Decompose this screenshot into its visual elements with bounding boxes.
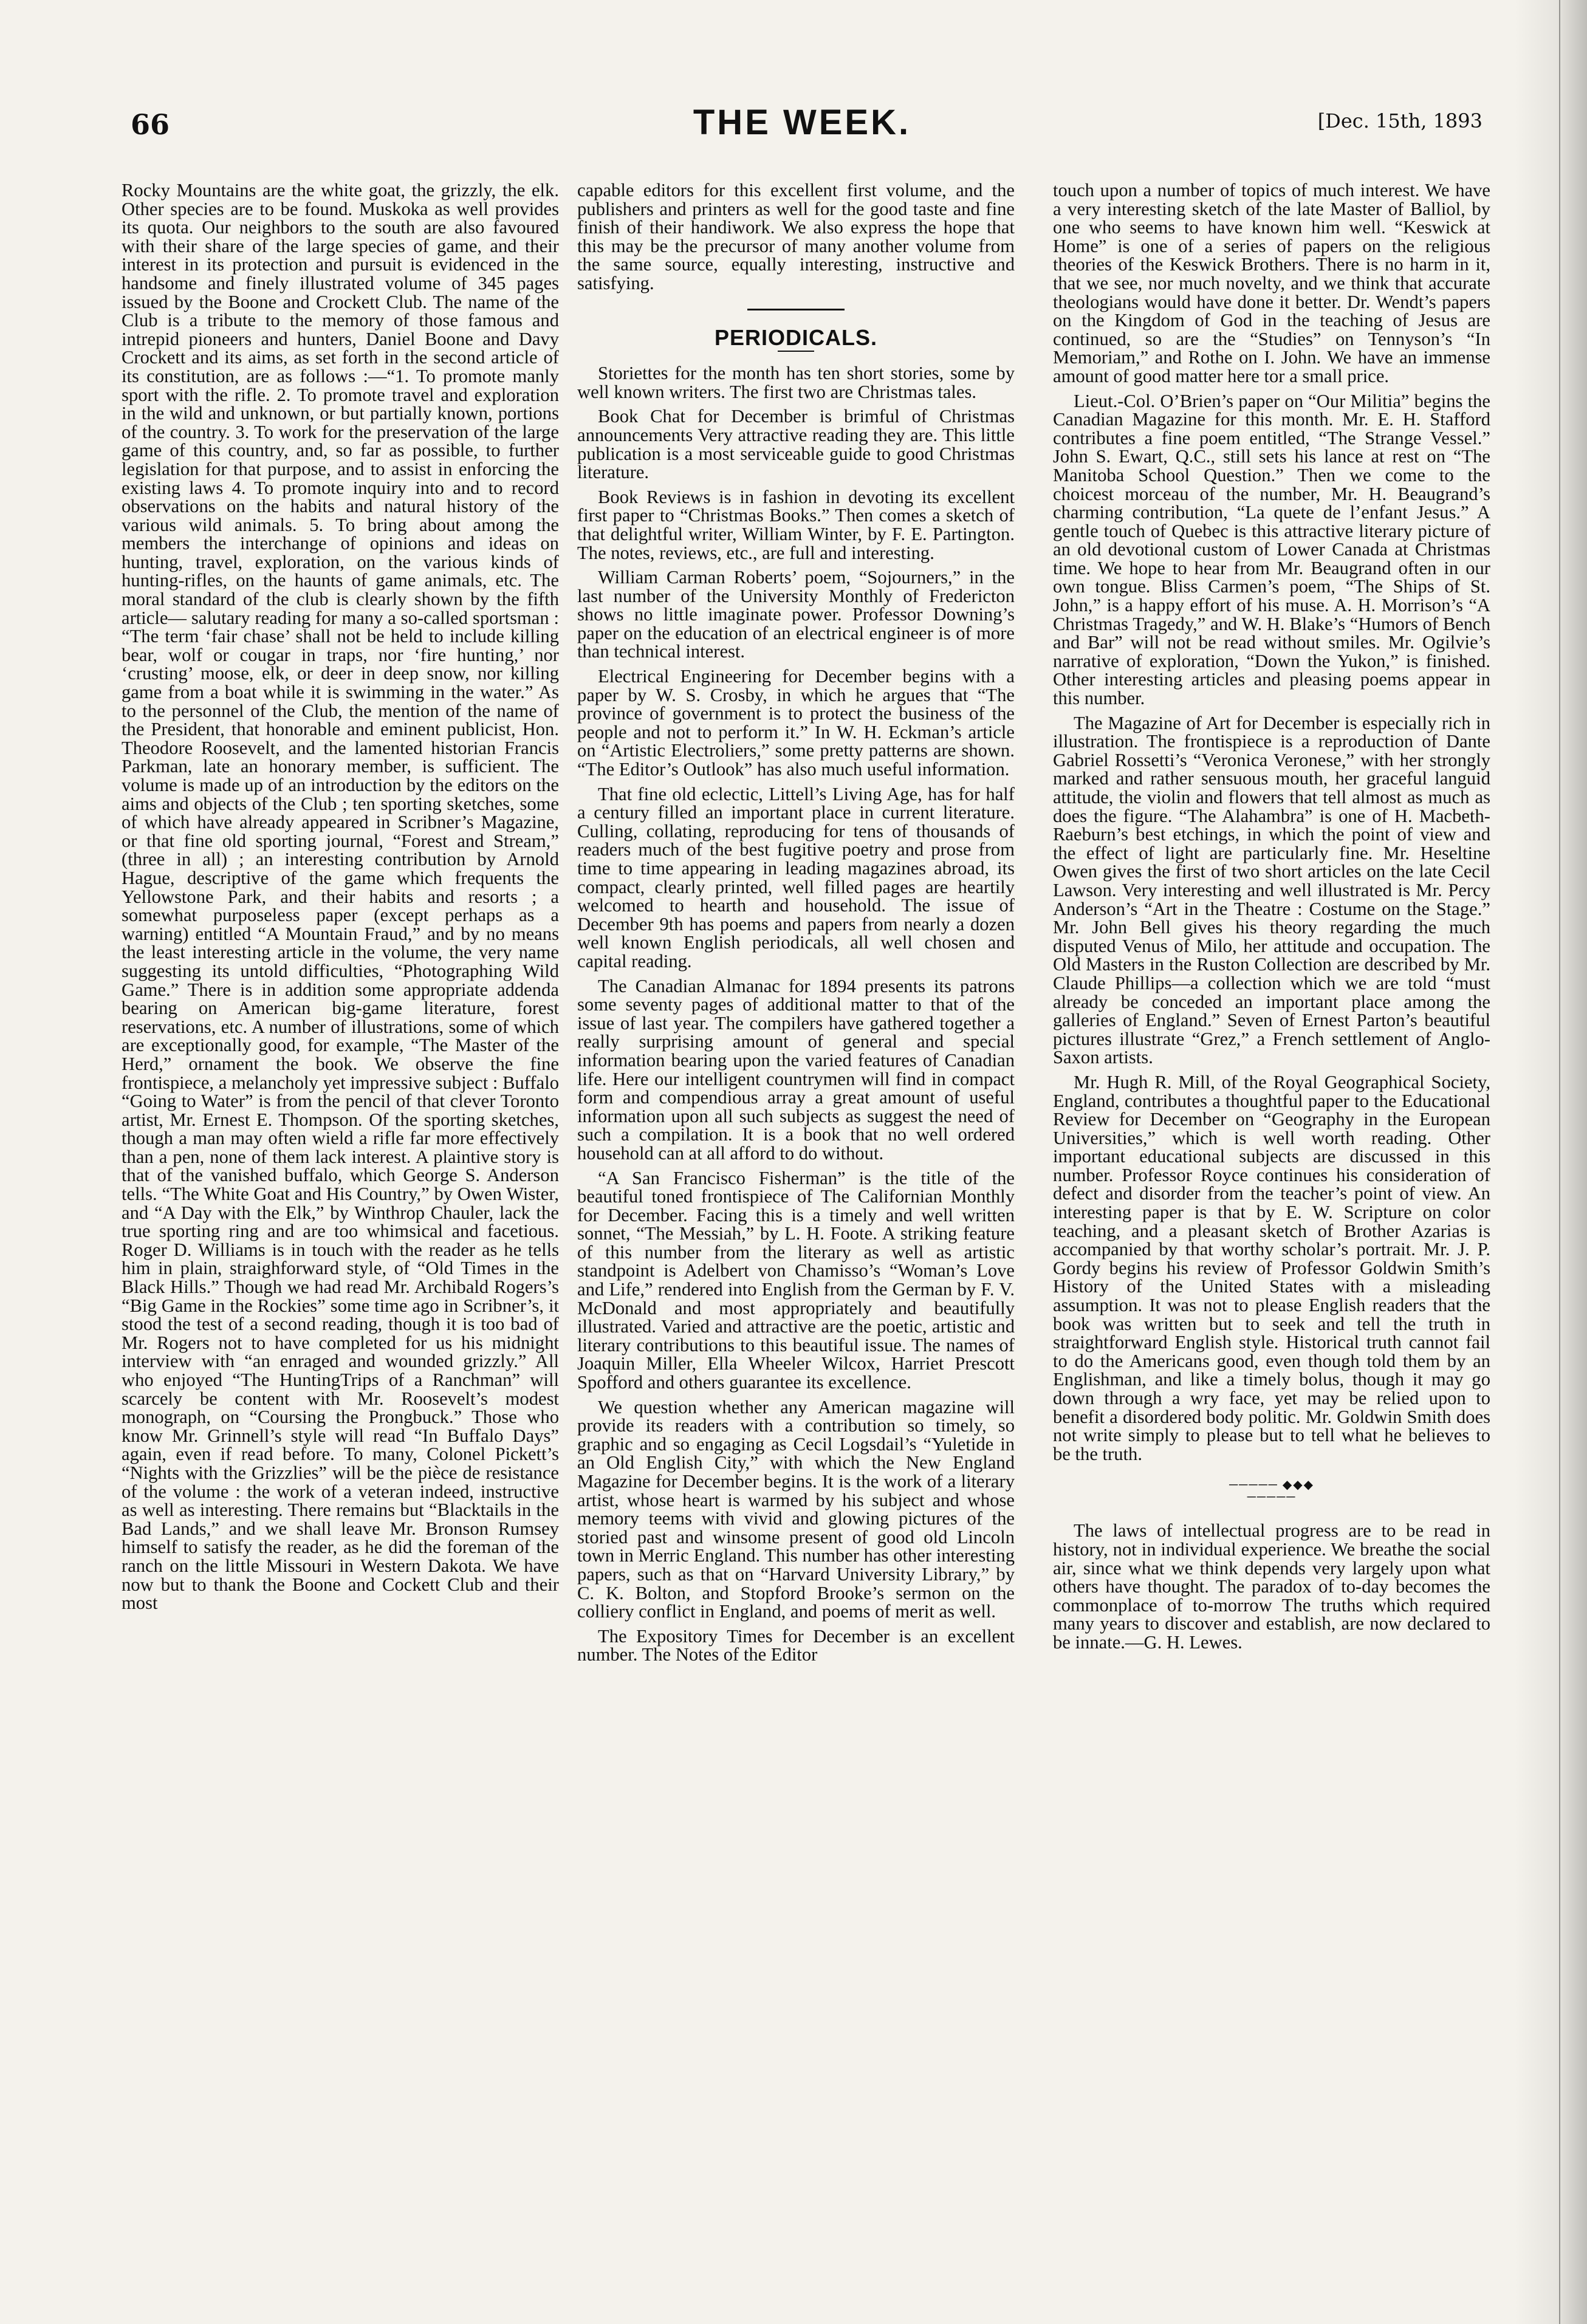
article-paragraph: capable editors for this excellent first volume, and the publishers and printers as well for the good taste and fine finish of their handiwork. We also express the hope that this may be the precursor of many another volume from the same source, equally interesting, instructive and satisfying. xyxy=(577,181,1015,293)
issue-date: [Dec. 15th, 1893 xyxy=(1317,109,1482,132)
page-number: 66 xyxy=(131,108,170,141)
review-paragraph: Storiettes for the month has ten short stories, some by well known writers. The first two are Christmas tales. xyxy=(577,363,1015,402)
review-paragraph: touch upon a number of topics of much interest. We have a very interesting sketch of the late Master of Balliol, by one who seems to have known him well. “Keswick at Home” is one of a series of papers on the religious theories of the Keswick Brothers. There is no harm in it, that we see, nor much novelty, and we think that accurate theologians would have done it better. Dr. Wendt’s papers on the Kingdom of God in the teaching of Jesus are continued, so are the “Studies” on Tennyson’s “In Memoriam,” and Rothe on I. John. We have an immense amount of good matter here tor a small price. xyxy=(1053,181,1490,386)
review-paragraph: Lieut.-Col. O’Brien’s paper on “Our Militia” begins the Canadian Magazine for this month. Mr. E. H. Stafford contributes a fine poem entitled, “The Strange Vessel.” John S. Ewart, Q.C., still sets his lance at rest on “The Manitoba School Question.” Then we come to the choicest morceau of the number, Mr. H. Beaugrand’s charming contribution, “La quete de l’enfant Jesus.” A gentle touch of Quebec is this attractive literary picture of an old devotional custom of Lower Canada at Christmas time. We hope to hear from Mr. Beaugrand often in our own tongue. Bliss Carmen’s poem, “The Ships of St. John,” is a happy effort of his muse. A. H. Morrison’s “A Christmas Tragedy,” and W. H. Blake’s “Humors of Bench and Bar” will not be read without smiles. Mr. Ogilvie’s narrative of exploration, “Down the Yukon,” is finished. Other interesting articles and pleasing poems appear in this number. xyxy=(1053,390,1490,709)
page-gutter-shadow xyxy=(1514,0,1587,2324)
review-paragraph: The Magazine of Art for December is especially rich in illustration. The frontispiece is a reproduction of Dante Gabriel Rossetti’s “Veronica Veronese,” with her strongly marked and rather sensuous mouth, her graceful languid attitude, the violin and flowers that tell almost as much as does the figure. “The Alahambra” is one of H. Macbeth-Raeburn’s best etchings, in which the point of view and the effect of light are particularly fine. Mr. Heseltine Owen gives the first of two short articles on the late Cecil Lawson. Very interesting and well illustrated is Mr. Percy Anderson’s “Art in the Theatre : Costume on the Stage.” Mr. John Bell gives his theory regarding the much disputed Venus of Milo, her attitude and occupation. The Old Masters in the Ruston Collection are described by Mr. Claude Phillips—a collection which we are told “must already be conceded an important place among the galleries of England.” Seven of Ernest Parton’s beautiful pictures illustrate “Grez,” a French settlement of Anglo-Saxon artists. xyxy=(1053,712,1490,1068)
review-paragraph: The Canadian Almanac for 1894 presents its patrons some seventy pages of additional matter to that of the issue of last year. The compilers have gathered together a really surprising amount of general and special information bearing upon the varied features of Canadian life. Here our intelligent countrymen will find in compact form and compendious array a great amount of useful information upon all such subjects as suggest the need of such a compilation. It is a book that no well ordered household can at all afford to do without. xyxy=(577,975,1015,1164)
review-paragraph: That fine old eclectic, Littell’s Living Age, has for half a century filled an important place in current literature. Culling, collating, reproducing for tens of thousands of readers much of the best fugitive poetry and prose from time to time appearing in leading magazines abroad, its compact, clearly printed, well filled pages are heartily welcomed to hearth and household. The issue of December 9th has poems and papers from nearly a dozen well known English periodicals, all well chosen and capital reading. xyxy=(577,783,1015,972)
review-paragraph: Mr. Hugh R. Mill, of the Royal Geographical Society, England, contributes a thoughtful paper to the Educational Review for December on “Geography in the European Universities,” which is well worth reading. Other important educational subjects are discussed in this number. Professor Royce continues his consideration of defect and disorder from the teacher’s point of view. An interesting paper is that by E. W. Scripture on color teaching, and a pleasant sketch of Brother Azarias is accompanied by that worthy scholar’s portrait. Mr. J. P. Gordy begins his review of Professor Goldwin Smith’s History of the United States with a misleading assumption. It was not to please English readers that the book was written but to seek and tell the truth in straightforward English style. Historical truth cannot fail to do the Americans good, even though told them by an Englishman, and like a timely bolus, though it may go down through a wry face, yet may be relied upon to benefit a disordered body politic. Mr. Goldwin Smith does not write simply to please but to tell what he believes to be the truth. xyxy=(1053,1071,1490,1464)
section-heading-periodicals: PERIODICALS. xyxy=(714,324,878,350)
review-paragraph: Electrical Engineering for December begins with a paper by W. S. Crosby, in which he argues that “The province of government is to protect the business of the people and not to perform it.” In W. H. Eckman’s article on “Artistic Electroliers,” some pretty patterns are shown. “The Editor’s Outlook” has also much useful information. xyxy=(577,666,1015,780)
review-paragraph: Book Chat for December is brimful of Christmas announcements Very attractive reading they are. This little publication is a most serviceable guide to good Christmas literature. xyxy=(577,406,1015,483)
review-paragraph: Book Reviews is in fashion in devoting its excellent first paper to “Christmas Books.” Then comes a sketch of that delightful writer, William Winter, by F. E. Partington. The notes, reviews, etc., are full and interesting. xyxy=(577,486,1015,563)
review-paragraph: “A San Francisco Fisherman” is the title of the beautiful toned frontispiece of The Californian Monthly for December. Facing this is a timely and well written sonnet, “The Messiah,” by L. H. Foote. A striking feature of this number from the literary as well as artistic standpoint is Adelbert von Chamisso’s “Woman’s Love and Life,” rendered into English from the German by F. V. McDonald and most appropriately and beautifully illustrated. Varied and attractive are the poetic, artistic and literary contributions to this beautiful issue. The names of Joaquin Miller, Ella Wheeler Wilcox, Harriet Prescott Spofford and others guarantee its excellence. xyxy=(577,1167,1015,1393)
review-paragraph: William Carman Roberts’ poem, “Sojourners,” in the last number of the University Monthly of Fredericton shows no little imaginate power. Professor Downing’s paper on the education of an electrical engineer is of more than technical interest. xyxy=(577,567,1015,662)
review-paragraph: The Expository Times for December is an excellent number. The Notes of the Editor xyxy=(577,1625,1015,1665)
column-1 xyxy=(122,181,559,2271)
column-3 xyxy=(1053,181,1490,2271)
page-header xyxy=(122,103,1482,163)
masthead-title: THE WEEK. xyxy=(693,103,911,142)
ornamental-divider: ───── ◆◆◆ ───── xyxy=(1229,1478,1314,1504)
heading-underline xyxy=(778,351,814,352)
section-divider xyxy=(747,309,845,310)
article-paragraph: Rocky Mountains are the white goat, the grizzly, the elk. Other species are to be found. Muskoka as well provides its quota. Our neighbors to the south are also favoured with their share of the large species of game, and their interest in its protection and pursuit is evidenced in the handsome and finely illustrated volume of 345 pages issued by the Boone and Crockett Club. The name of the Club is a tribute to the memory of those famous and intrepid pioneers and hunters, Daniel Boone and Davy Crockett and its aims, as set forth in the second article of its constitution, are as follows :—“1. To promote manly sport with the rifle. 2. To promote travel and exploration in the wild and unknown, or but partially known, portions of the country. 3. To work for the preservation of the large game of this country, and, so far as possible, to further legislation for that purpose, and to assist in enforcing the existing laws 4. To promote inquiry into and to record observations on the habits and natural history of the various wild animals. 5. To bring about among the members the interchange of opinions and ideas on hunting, travel, exploration, on the various kinds of hunting-rifles, on the haunts of game animals, etc. The moral standard of the club is clearly shown by the fifth article— salutary reading for many a so-called sportsman : “The term ‘fair chase’ shall not be held to include killing bear, wolf or cougar in traps, nor ‘fire hunting,’ nor ‘crusting’ moose, elk, or deer in deep snow, nor killing game from a boat while it is swimming in the water.” As to the personnel of the Club, the mention of the name of the President, that honorable and eminent publicist, Hon. Theodore Roosevelt, and the lamented historian Francis Parkman, late an honorary member, is sufficient. The volume is made up of an introduction by the editors on the aims and objects of the Club ; ten sporting sketches, some of which have already appeared in Scribner’s Magazine, or that fine old sporting journal, “Forest and Stream,” (three in all) ; an interesting contribution by Arnold Hague, descriptive of the game which frequents the Yellowstone Park, and their habits and resorts ; a somewhat purposeless paper (except perhaps as a warning) entitled “A Mountain Fraud,” and by no means the least interesting article in the volume, the very name suggesting its untold difficulties, “Photographing Wild Game.” There is in addition some appropriate addenda bearing on American big-game literature, forest reservations, etc. A number of illustrations, some of which are exceptionally good, for example, “The Master of the Herd,” ornament the book. We observe the fine frontispiece, a melancholy yet impressive subject : Buffalo “Going to Water” is from the pencil of that clever Toronto artist, Mr. Ernest E. Thompson. Of the sporting sketches, though a man may often wield a rifle far more effectively than a pen, none of them lack interest. A plaintive story is that of the vanished buffalo, which George S. Anderson tells. “The White Goat and His Country,” by Owen Wister, and “A Day with the Elk,” by Winthrop Chauler, lack the true sporting ring and are too whimsical and facetious. Roger D. Williams is in touch with the reader as he tells him in plain, straighforward style, of “Old Times in the Black Hills.” Though we had read Mr. Archibald Rogers’s “Big Game in the Rockies” some time ago in Scribner’s, it stood the test of a second reading, though it is too bad of Mr. Rogers not to have completed for us his midnight interview with “an enraged and wounded grizzly.” All who enjoyed “The HuntingTrips of a Ranchman” will scarcely be content with Mr. Roosevelt’s modest monograph, on “Coursing the Prongbuck.” Those who know Mr. Grinnell’s style will read “In Buffalo Days” again, even if read before. To many, Colonel Pickett’s “Nights with the Grizzlies” will be the pièce de resistance of the volume : the work of a veteran indeed, instructive as well as interesting. There remains but “Blacktails in the Bad Lands,” and we shall leave Mr. Bronson Rumsey himself to satisfy the reader, as he did the foreman of the ranch on the little Missouri in Western Dakota. We have now but to thank the Boone and Cockett Club and their most xyxy=(122,181,559,1614)
page-gutter-line xyxy=(1559,0,1560,2324)
column-2 xyxy=(577,181,1015,2271)
closing-quote: The laws of intellectual progress are to be read in history, not in individual experience. We breathe the social air, since what we think depends very largely upon what others have thought. The paradox of to-day becomes the commonplace of to-morrow The truths which required many years to discover and establish, are now declared to be innate.—G. H. Lewes. xyxy=(1053,1520,1490,1653)
review-paragraph: We question whether any American magazine will provide its readers with a contribution so timely, so graphic and so engaging as Cecil Logsdail’s “Yuletide in an Old English City,” with which the New England Magazine for December begins. It is the work of a literary artist, whose heart is warmed by his subject and whose memory teems with vivid and glowing pictures of the storied past and winsome present of good old Lincoln town in Merric England. This number has other interesting papers, such as that on “Harvard University Library,” by C. K. Bolton, and Stopford Brooke’s sermon on the colliery conflict in England, and poems of merit as well. xyxy=(577,1396,1015,1622)
